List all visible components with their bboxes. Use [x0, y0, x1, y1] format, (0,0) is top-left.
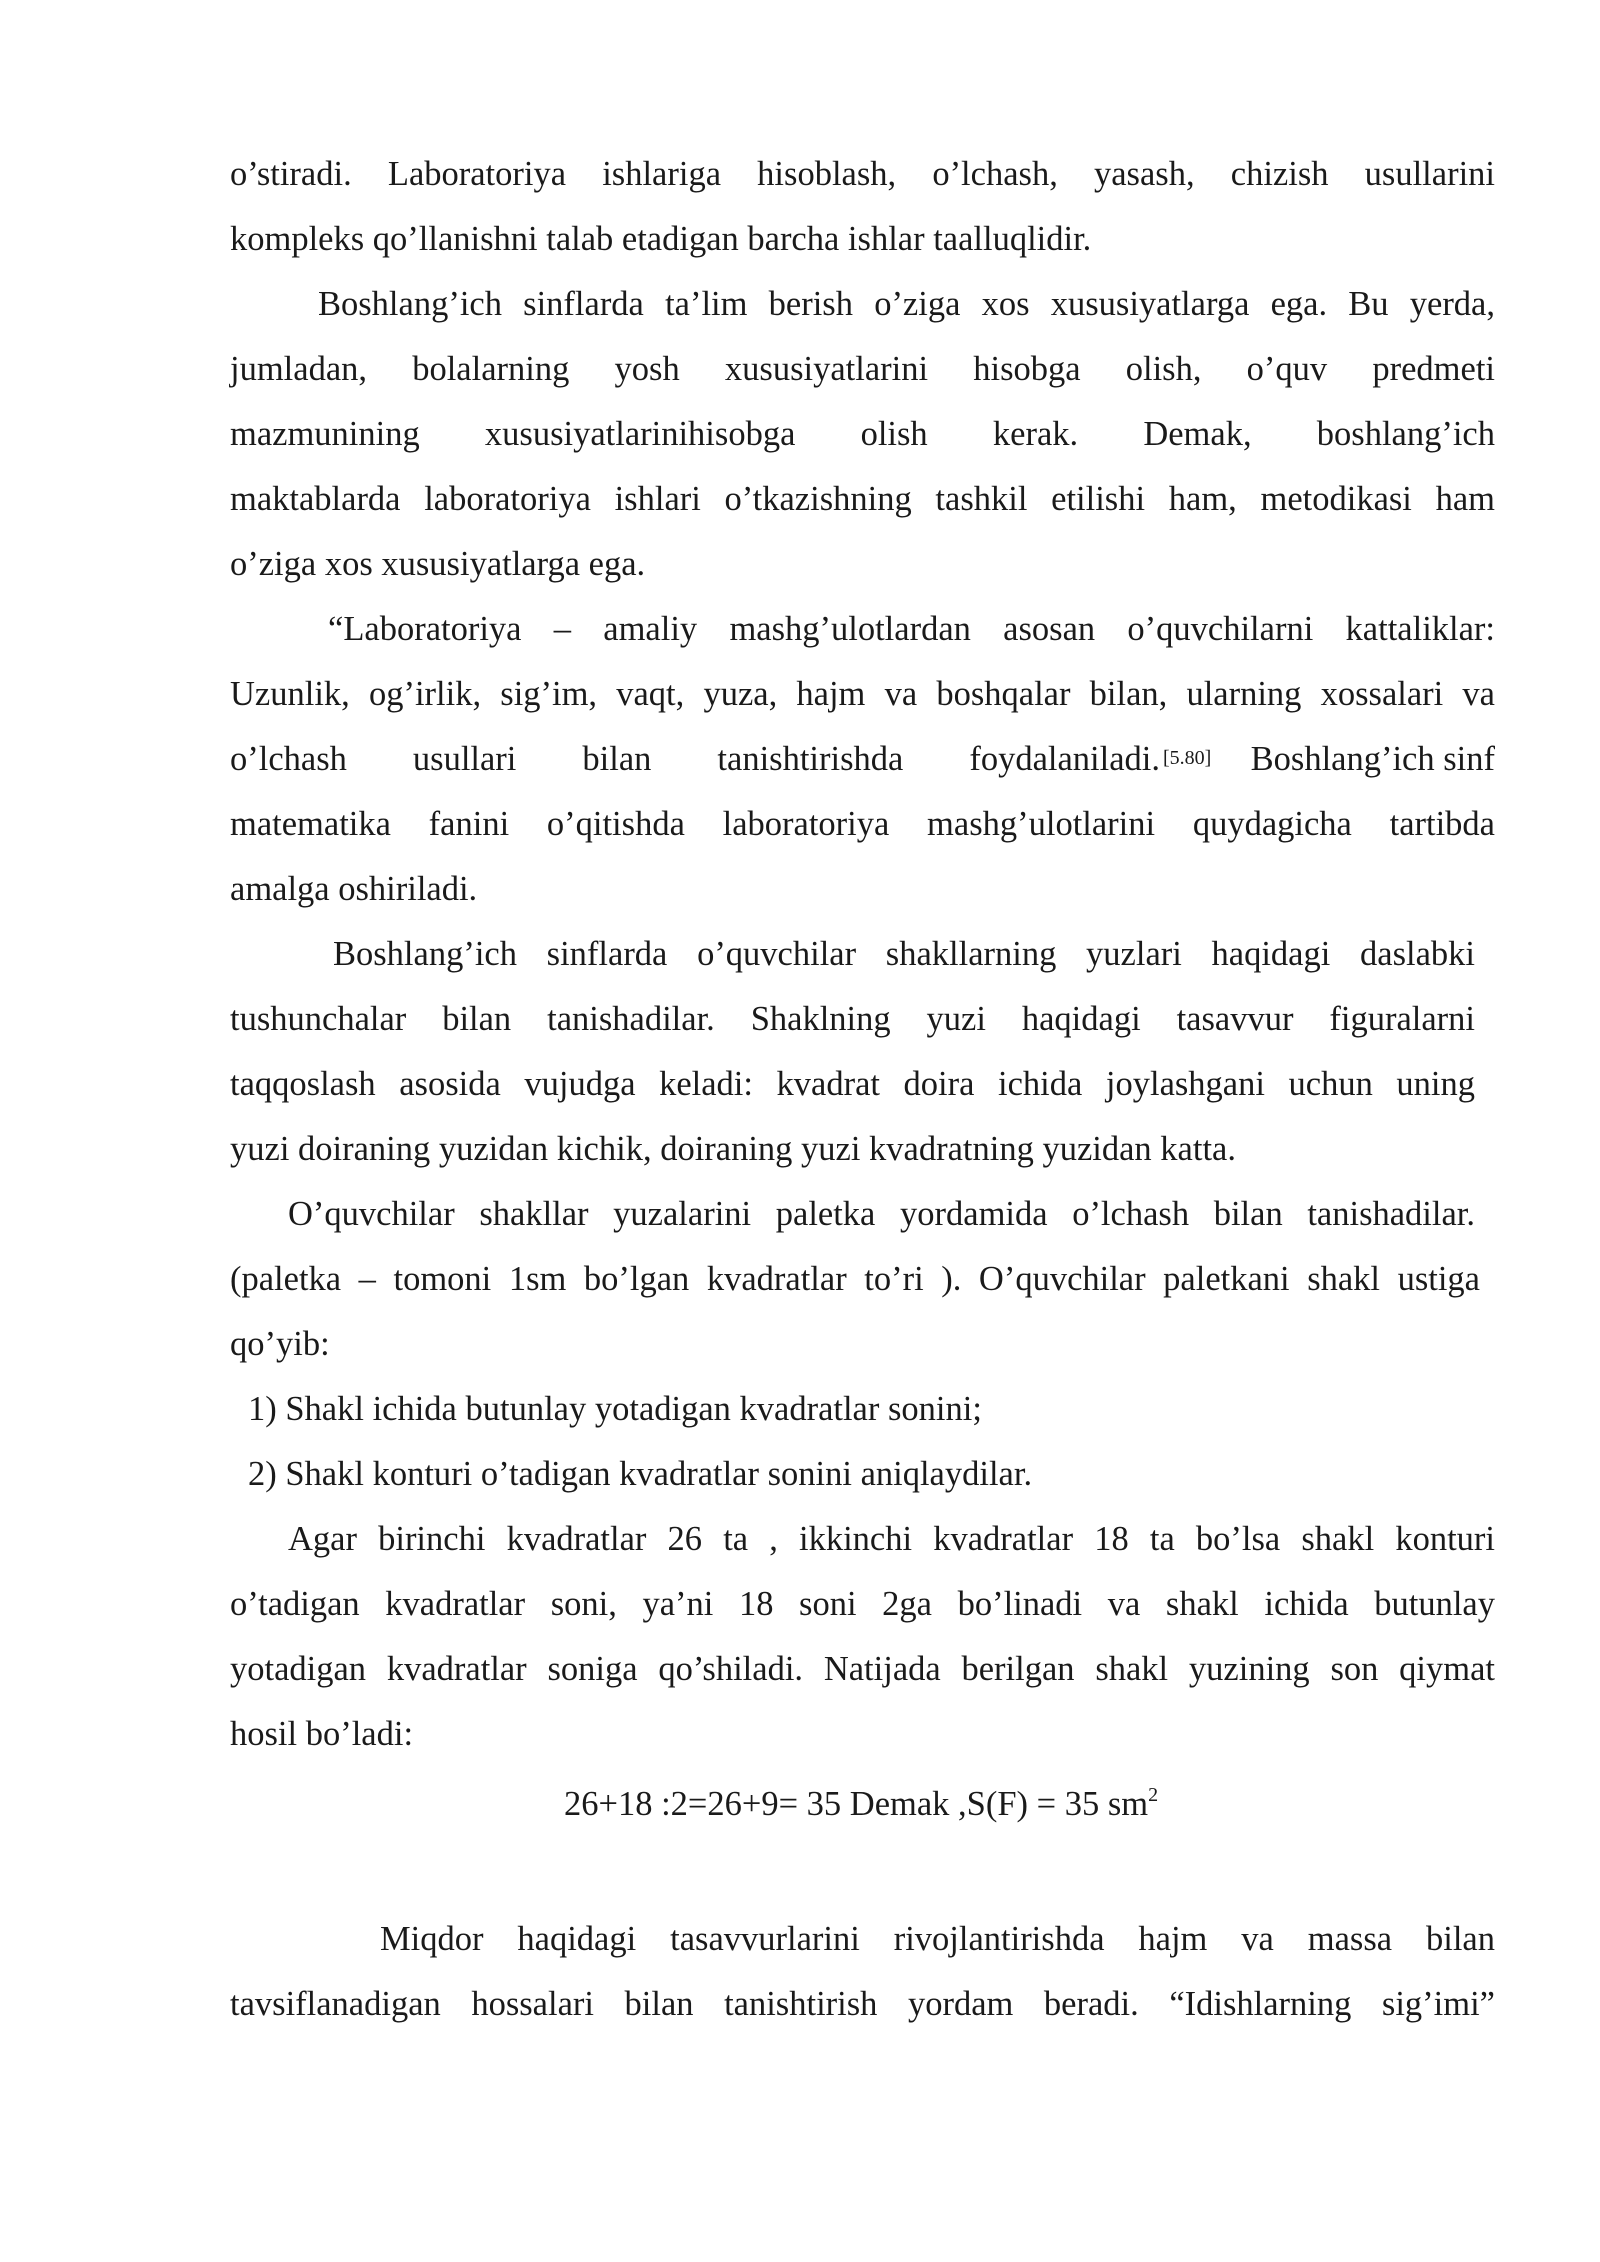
- text-line: qo’yib:: [230, 1325, 330, 1363]
- text-line: hosil bo’ladi:: [230, 1715, 414, 1753]
- text-line-tail: Boshlang’ich sinf: [1250, 740, 1495, 778]
- formula: 26+18 :2=26+9= 35 Demak ,S(F) = 35 sm: [564, 1785, 1149, 1823]
- text-line: kompleks qo’llanishni talab etadigan barcha ishlar taalluqlidir.: [230, 220, 1092, 258]
- list-item: 1) Shakl ichida butunlay yotadigan kvadratlar sonini;: [248, 1390, 982, 1428]
- text-line: mazmunining xususiyatlarinihisobga olish kerak. Demak, boshlang’ich: [230, 415, 1495, 453]
- text-line: o’stiradi. Laboratoriya ishlariga hisoblash, o’lchash, yasash, chizish usullarini: [230, 155, 1495, 193]
- text-line: maktablarda laboratoriya ishlari o’tkazishning tashkil etilishi ham, metodikasi ham: [230, 480, 1495, 518]
- text-line: (paletka – tomoni 1sm bo’lgan kvadratlar to’ri ). O’quvchilar paletkani shakl ustiga: [230, 1260, 1480, 1298]
- paragraph-first-line: Agar birinchi kvadratlar 26 ta , ikkinchi kvadratlar 18 ta bo’lsa shakl konturi: [288, 1520, 1495, 1558]
- text-line: Uzunlik, og’irlik, sig’im, vaqt, yuza, hajm va boshqalar bilan, ularning xossalari va: [230, 675, 1495, 713]
- paragraph-first-line: Miqdor haqidagi tasavvurlarini rivojlantirishda hajm va massa bilan: [380, 1920, 1495, 1958]
- text-line: jumladan, bolalarning yosh xususiyatlarini hisobga olish, o’quv predmeti: [230, 350, 1495, 388]
- text-line: yotadigan kvadratlar soniga qo’shiladi. Natijada berilgan shakl yuzining son qiymat: [230, 1650, 1495, 1688]
- text-line: o’lchash usullari bilan tanishtirishda foydalaniladi.: [230, 740, 1160, 778]
- paragraph-first-line: Boshlang’ich sinflarda o’quvchilar shakllarning yuzlari haqidagi daslabki: [333, 935, 1475, 973]
- citation-reference: [5.80]: [1163, 747, 1212, 769]
- text-line: tavsiflanadigan hossalari bilan tanishtirish yordam beradi. “Idishlarning sig’imi”: [230, 1985, 1495, 2023]
- list-item: 2) Shakl konturi o’tadigan kvadratlar sonini aniqlaydilar.: [248, 1455, 1033, 1493]
- quote-first-line: “Laboratoriya – amaliy mashg’ulotlardan asosan o’quvchilarni kattaliklar:: [328, 610, 1495, 648]
- formula-exponent: 2: [1148, 1784, 1159, 1806]
- text-line: taqqoslash asosida vujudga keladi: kvadrat doira ichida joylashgani uchun uning: [230, 1065, 1475, 1103]
- text-line: tushunchalar bilan tanishadilar. Shaklning yuzi haqidagi tasavvur figuralarni: [230, 1000, 1475, 1038]
- text-line: o’ziga xos xususiyatlarga ega.: [230, 545, 646, 583]
- text-line: o’tadigan kvadratlar soni, ya’ni 18 soni 2ga bo’linadi va shakl ichida butunlay: [230, 1585, 1495, 1623]
- text-line: matematika fanini o’qitishda laboratoriya mashg’ulotlarini quydagicha tartibda: [230, 805, 1495, 843]
- formula-line: [564, 1782, 1204, 1826]
- text-line: yuzi doiraning yuzidan kichik, doiraning yuzi kvadratning yuzidan katta.: [230, 1130, 1236, 1168]
- text-line: amalga oshiriladi.: [230, 870, 478, 908]
- paragraph-first-line: Boshlang’ich sinflarda ta’lim berish o’ziga xos xususiyatlarga ega. Bu yerda,: [318, 285, 1495, 323]
- paragraph-first-line: O’quvchilar shakllar yuzalarini paletka yordamida o’lchash bilan tanishadilar.: [288, 1195, 1475, 1233]
